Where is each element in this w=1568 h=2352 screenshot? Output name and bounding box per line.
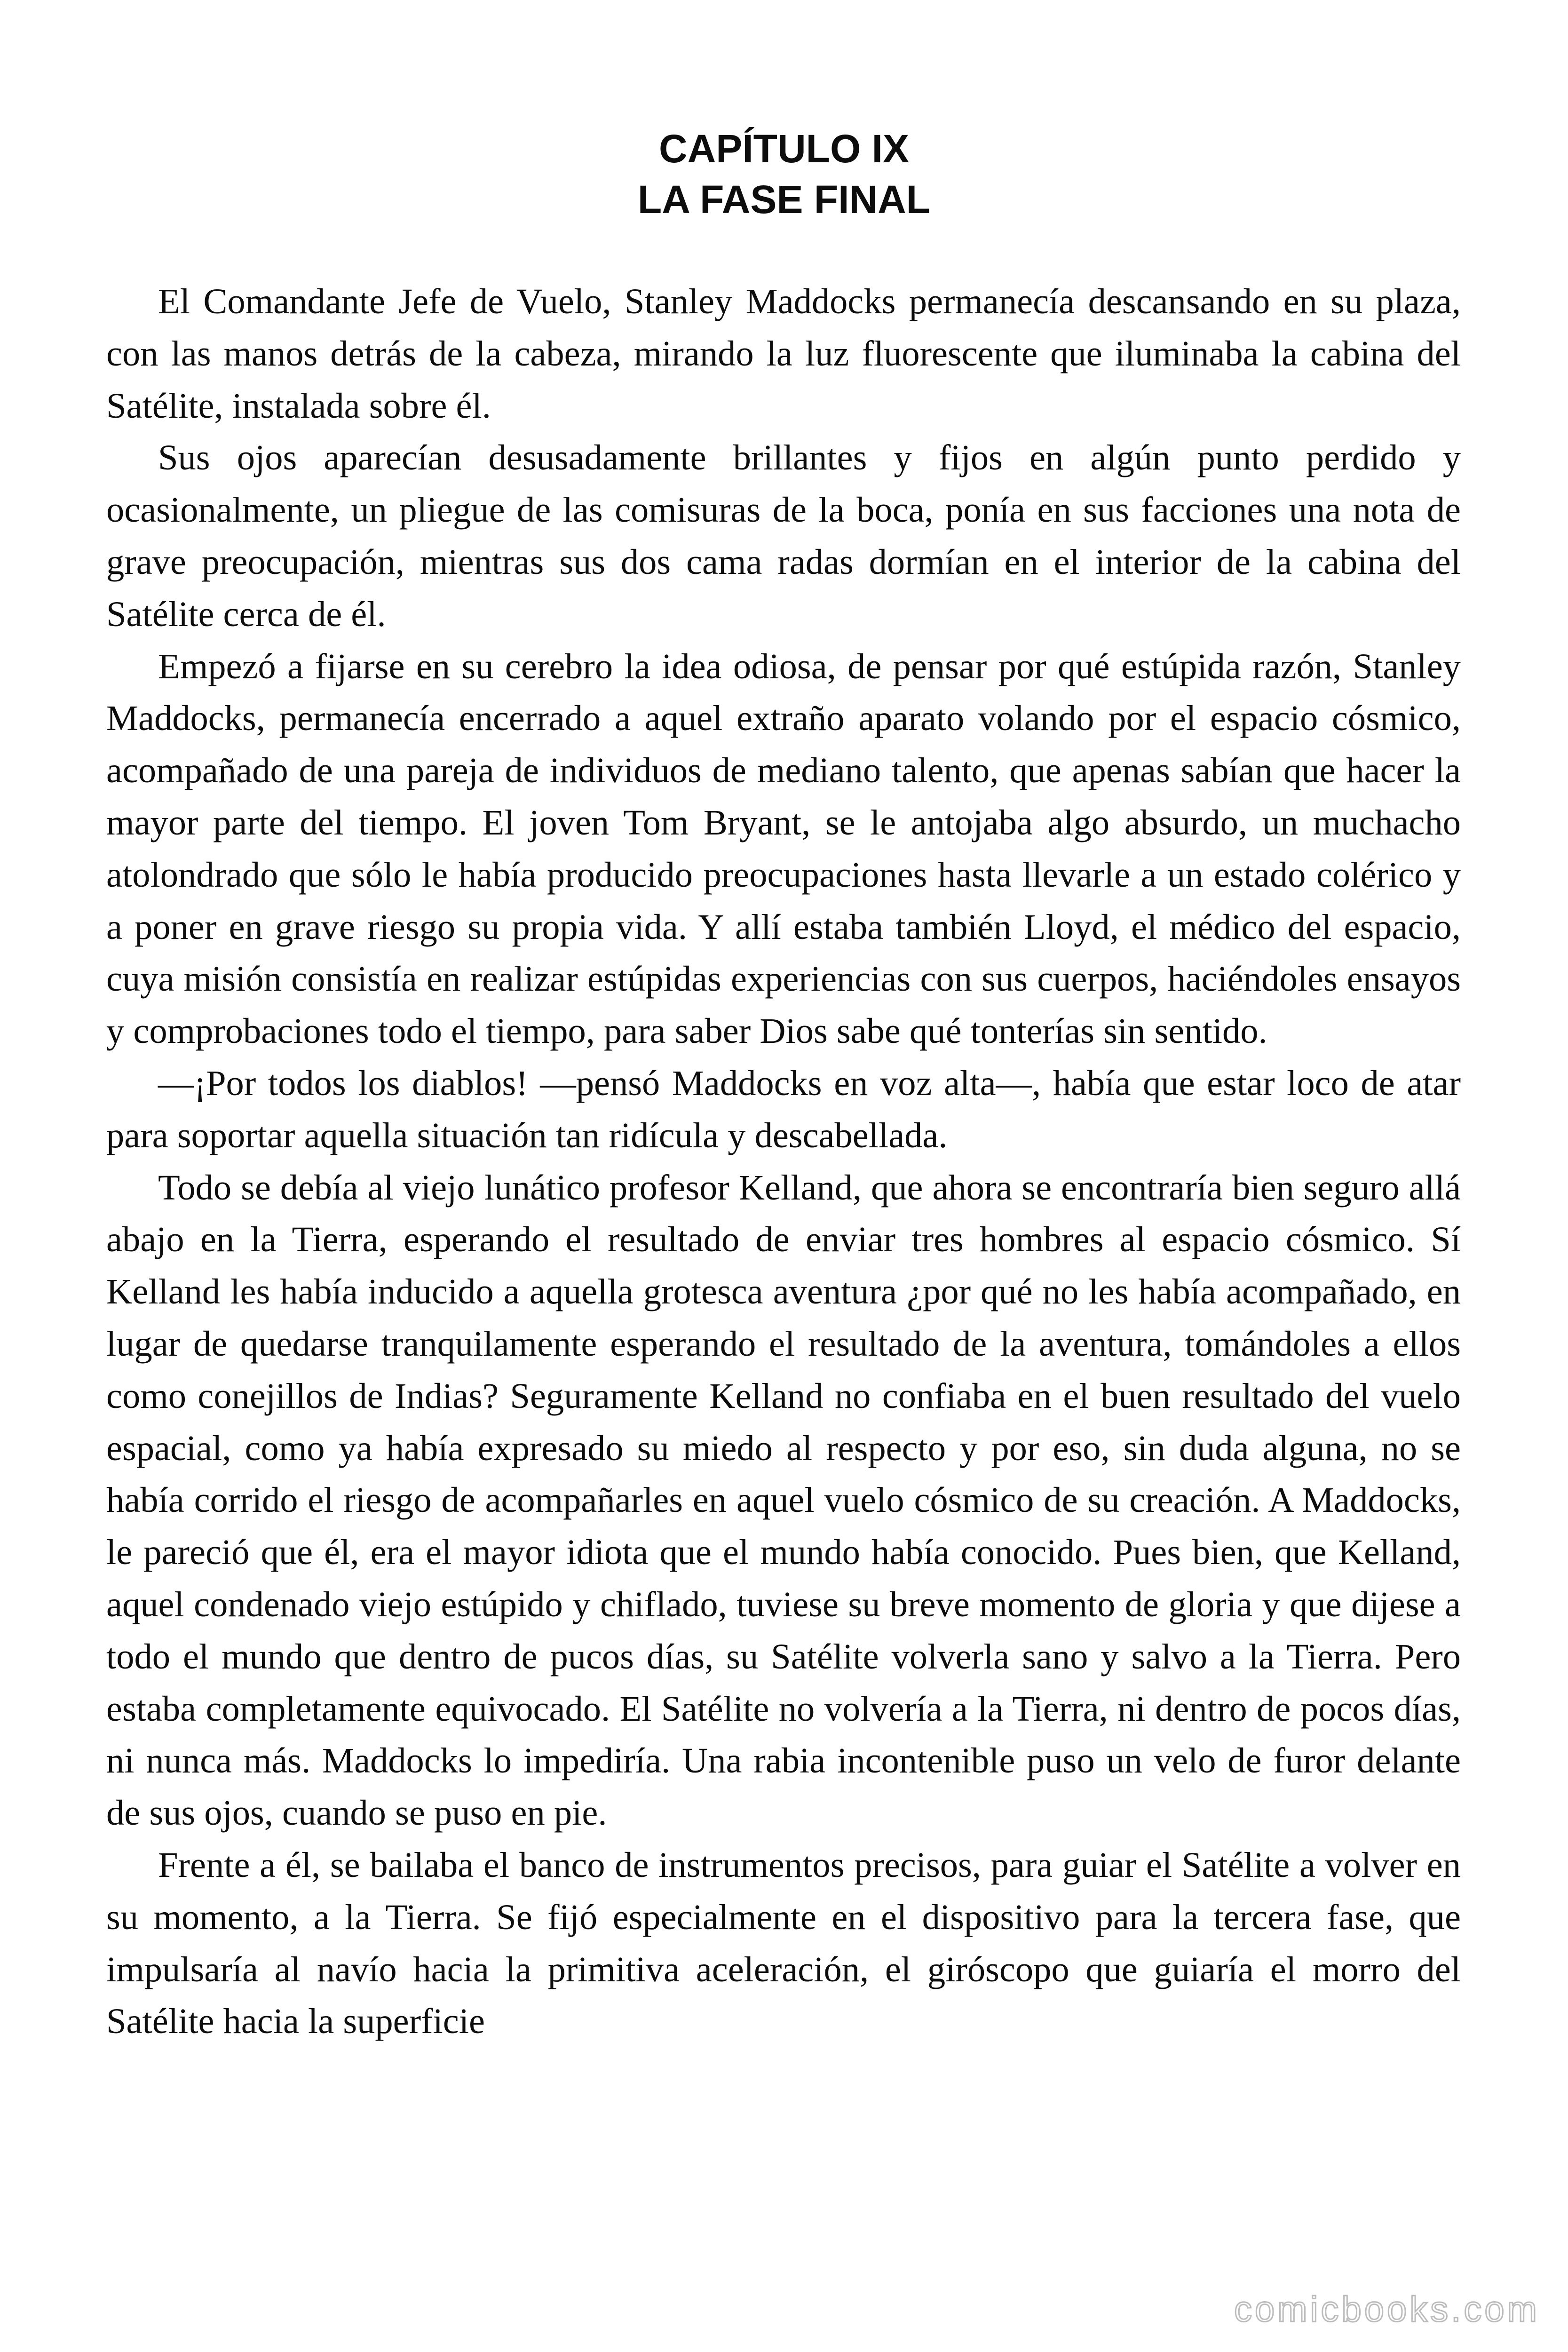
paragraph: El Comandante Jefe de Vuelo, Stanley Maddocks permanecía descansando en su plaza, con las manos detrás de la cabeza, mirando la luz fluorescente que iluminaba la cabina del Satélite, instalada sobre él. [106, 281, 1461, 426]
paragraph: Sus ojos aparecían desusadamente brillantes y fijos en algún punto perdido y ocasionalmente, un pliegue de las comisuras de la boca, ponía en sus facciones una nota de grave preocupación, mientras sus dos cama radas dormían en el interior de la cabina del Satélite cerca de él. [106, 437, 1461, 634]
paragraph: Frente a él, se bailaba el banco de instrumentos precisos, para guiar el Satélite a volver en su momento, a la Tierra. Se fijó especialmente en el dispositivo para la tercera fase, que impulsaría al navío hacia la primitiva aceleración, el giróscopo que guiaría el morro del Satélite hacia la superficie [106, 1844, 1461, 2042]
chapter-title: LA FASE FINAL [637, 177, 931, 222]
chapter-number: CAPÍTULO IX [658, 127, 909, 171]
chapter-heading [0, 123, 1568, 225]
paragraph: —¡Por todos los diablos! —pensó Maddocks en voz alta—, había que estar loco de atar para soportar aquella situación tan ridícula y descabellada. [106, 1063, 1461, 1155]
watermark: comicbooks.com [1234, 2289, 1540, 2329]
paragraph: Empezó a fijarse en su cerebro la idea odiosa, de pensar por qué estúpida razón, Stanley Maddocks, permanecía encerrado a aquel extraño aparato volando por el espacio cósmico, acompañado de una pareja de individuos de mediano talento, que apenas sabían que hacer la mayor parte del tiempo. El joven Tom Bryant, se le antojaba algo absurdo, un muchacho atolondrado que sólo le había producido preocupaciones hasta llevarle a un estado colérico y a poner en grave riesgo su propia vida. Y allí estaba también Lloyd, el médico del espacio, cuya misión consistía en realizar estúpidas experiencias con sus cuerpos, haciéndoles ensayos y comprobaciones todo el tiempo, para saber Dios sabe qué tonterías sin sentido. [106, 646, 1461, 1051]
chapter-body [106, 276, 1461, 2048]
paragraph: Todo se debía al viejo lunático profesor Kelland, que ahora se encontraría bien seguro allá abajo en la Tierra, esperando el resultado de enviar tres hombres al espacio cósmico. Sí Kelland les había inducido a aquella grotesca aventura ¿por qué no les había acompañado, en lugar de quedarse tranquilamente esperando el resultado de la aventura, tomándoles a ellos como conejillos de Indias? Seguramente Kelland no confiaba en el buen resultado del vuelo espacial, como ya había expresado su miedo al respecto y por eso, sin duda alguna, no se había corrido el riesgo de acompañarles en aquel vuelo cósmico de su creación. A Maddocks, le pareció que él, era el mayor idiota que el mundo había conocido. Pues bien, que Kelland, aquel condenado viejo estúpido y chiflado, tuviese su breve momento de gloria y que dijese a todo el mundo que dentro de pucos días, su Satélite volverla sano y salvo a la Tierra. Pero estaba completamente equivocado. El Satélite no volvería a la Tierra, ni dentro de pocos días, ni nunca más. Maddocks lo impediría. Una rabia incontenible puso un velo de furor delante de sus ojos, cuando se puso en pie. [106, 1167, 1461, 1833]
